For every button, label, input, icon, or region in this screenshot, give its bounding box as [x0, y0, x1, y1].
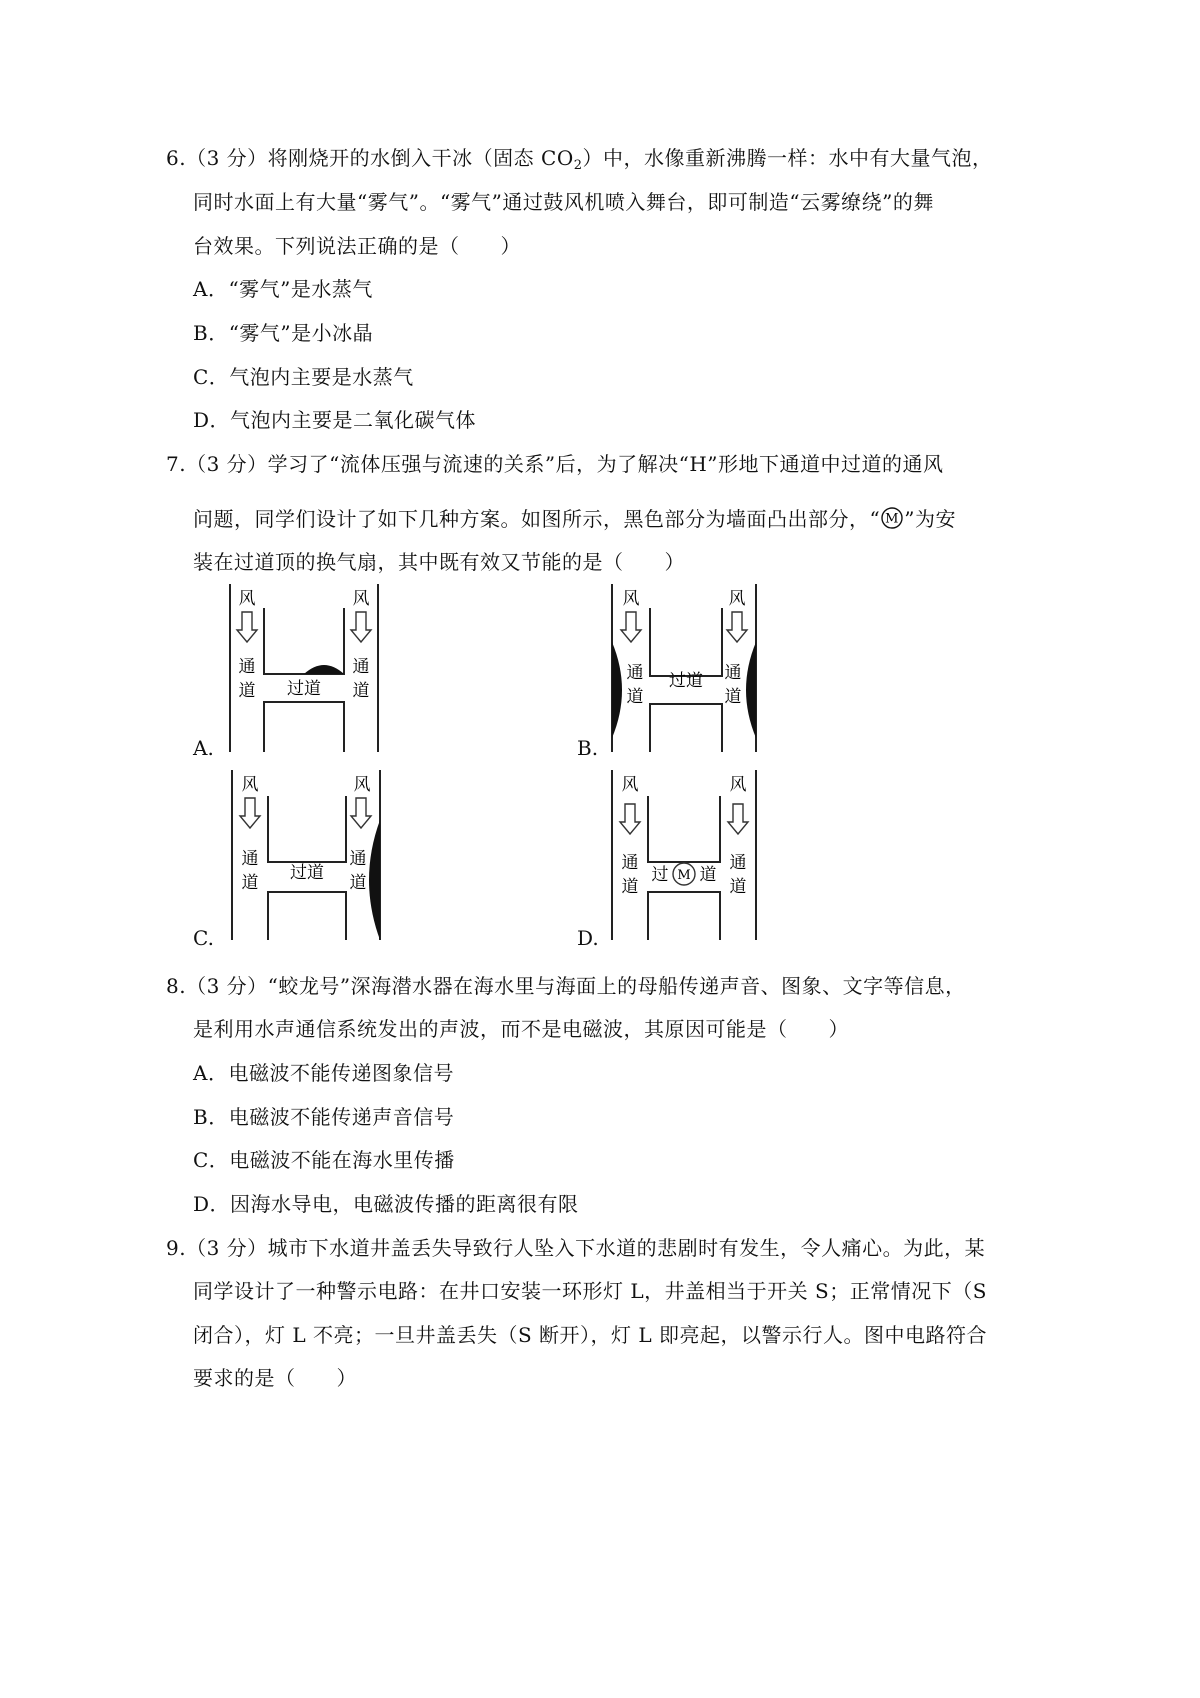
wind-label: 风 — [622, 589, 640, 609]
channel-label: 通 — [729, 853, 747, 873]
motor-fan-icon — [880, 506, 904, 530]
channel-label: 道 — [729, 877, 747, 897]
q7-option-a-label: A. — [193, 736, 214, 760]
wind-label: 风 — [728, 589, 746, 609]
question-number: 8. — [166, 974, 187, 998]
channel-label: 通 — [241, 849, 259, 869]
q6-option-a: A．“雾气”是水蒸气 — [193, 277, 373, 301]
channel-label: 道 — [626, 687, 644, 707]
q7-line1 — [166, 452, 944, 476]
q7-stem-part1: （3 分）学习了“流体压强与流速的关系”后，为了解决“H”形地下通道中过道的通风 — [186, 452, 944, 476]
passage-label: 过 — [651, 865, 669, 885]
channel-label: 道 — [349, 873, 367, 893]
q6-option-d: D．气泡内主要是二氧化碳气体 — [193, 408, 477, 432]
q7-stem-part3: ”为安 — [904, 507, 956, 531]
q7-line3: 装在过道顶的换气扇，其中既有效又节能的是（ ） — [193, 550, 685, 574]
channel-label: 通 — [352, 657, 370, 677]
channel-label: 道 — [238, 681, 256, 701]
down-arrow-icon — [351, 612, 371, 642]
channel-label: 通 — [238, 657, 256, 677]
question-number: 7. — [166, 452, 187, 476]
wind-label: 风 — [729, 775, 747, 795]
wind-label: 风 — [353, 775, 371, 795]
wall-bump — [304, 665, 344, 674]
channel-label: 道 — [724, 687, 742, 707]
q6-stem-part1: （3 分）将刚烧开的水倒入干冰（固态 CO — [186, 146, 574, 170]
wind-label: 风 — [241, 775, 259, 795]
channel-label: 道 — [621, 877, 639, 897]
subscript-2: 2 — [573, 158, 583, 173]
q9-line1 — [166, 1236, 985, 1260]
q7-line2 — [193, 506, 956, 531]
down-arrow-icon — [728, 804, 748, 834]
wall-bump — [612, 642, 622, 738]
q9-line3: 闭合），灯 L 不亮；一旦井盖丢失（S 断开），灯 L 即亮起，以警示行人。图中电路符合 — [193, 1323, 988, 1347]
figure-a — [226, 584, 382, 754]
q6-line1 — [166, 146, 993, 173]
figure-d — [608, 770, 760, 942]
channel-label: 通 — [621, 853, 639, 873]
q8-option-b: B．电磁波不能传递声音信号 — [193, 1105, 455, 1129]
channel-label: 道 — [352, 681, 370, 701]
down-arrow-icon — [727, 612, 747, 642]
passage-label: 过道 — [669, 671, 703, 691]
q9-line4: 要求的是（ ） — [193, 1366, 357, 1390]
q8-line2: 是利用水声通信系统发出的声波，而不是电磁波，其原因可能是（ ） — [193, 1017, 849, 1041]
passage-label: 道 — [699, 865, 717, 885]
wind-label: 风 — [621, 775, 639, 795]
q6-line3: 台效果。下列说法正确的是（ ） — [193, 234, 521, 258]
wind-label: 风 — [352, 589, 370, 609]
q7-option-d-label: D. — [577, 926, 599, 950]
down-arrow-icon — [351, 798, 371, 828]
q6-option-b: B．“雾气”是小冰晶 — [193, 321, 374, 345]
wall-bump — [369, 820, 380, 940]
q6-option-c: C．气泡内主要是水蒸气 — [193, 365, 414, 389]
q7-option-b-label: B. — [577, 736, 599, 760]
down-arrow-icon — [621, 612, 641, 642]
down-arrow-icon — [240, 798, 260, 828]
q9-line2: 同学设计了一种警示电路：在井口安装一环形灯 L，井盖相当于开关 S；正常情况下（S — [193, 1279, 987, 1303]
motor-label: M — [677, 868, 691, 883]
q8-option-a: A．电磁波不能传递图象信号 — [193, 1061, 454, 1085]
figure-b — [606, 584, 762, 754]
q7-option-c-label: C. — [193, 926, 214, 950]
passage-label: 过道 — [287, 679, 321, 699]
channel-label: 通 — [349, 849, 367, 869]
figure-c — [226, 770, 386, 942]
wall-bump — [746, 642, 756, 738]
passage-label: 过道 — [290, 863, 324, 883]
q6-line2: 同时水面上有大量“雾气”。“雾气”通过鼓风机喷入舞台，即可制造“云雾缭绕”的舞 — [193, 190, 934, 214]
question-number: 6. — [166, 146, 187, 170]
motor-label: M — [885, 511, 900, 527]
down-arrow-icon — [237, 612, 257, 642]
q8-line1 — [166, 974, 966, 998]
down-arrow-icon — [620, 804, 640, 834]
q6-stem-part2: ）中，水像重新沸腾一样：水中有大量气泡， — [582, 146, 993, 170]
channel-label: 通 — [626, 663, 644, 683]
q8-option-c: C．电磁波不能在海水里传播 — [193, 1148, 455, 1172]
question-number: 9. — [166, 1236, 187, 1260]
q8-option-d: D．因海水导电，电磁波传播的距离很有限 — [193, 1192, 579, 1216]
q7-stem-part2: 问题，同学们设计了如下几种方案。如图所示，黑色部分为墙面凸出部分，“ — [193, 507, 881, 531]
q8-stem-part1: （3 分）“蛟龙号”深海潜水器在海水里与海面上的母船传递声音、图象、文字等信息， — [186, 974, 966, 998]
channel-label: 通 — [724, 663, 742, 683]
q9-stem-part1: （3 分）城市下水道井盖丢失导致行人坠入下水道的悲剧时有发生，令人痛心。为此，某 — [186, 1236, 986, 1260]
channel-label: 道 — [241, 873, 259, 893]
wind-label: 风 — [238, 589, 256, 609]
